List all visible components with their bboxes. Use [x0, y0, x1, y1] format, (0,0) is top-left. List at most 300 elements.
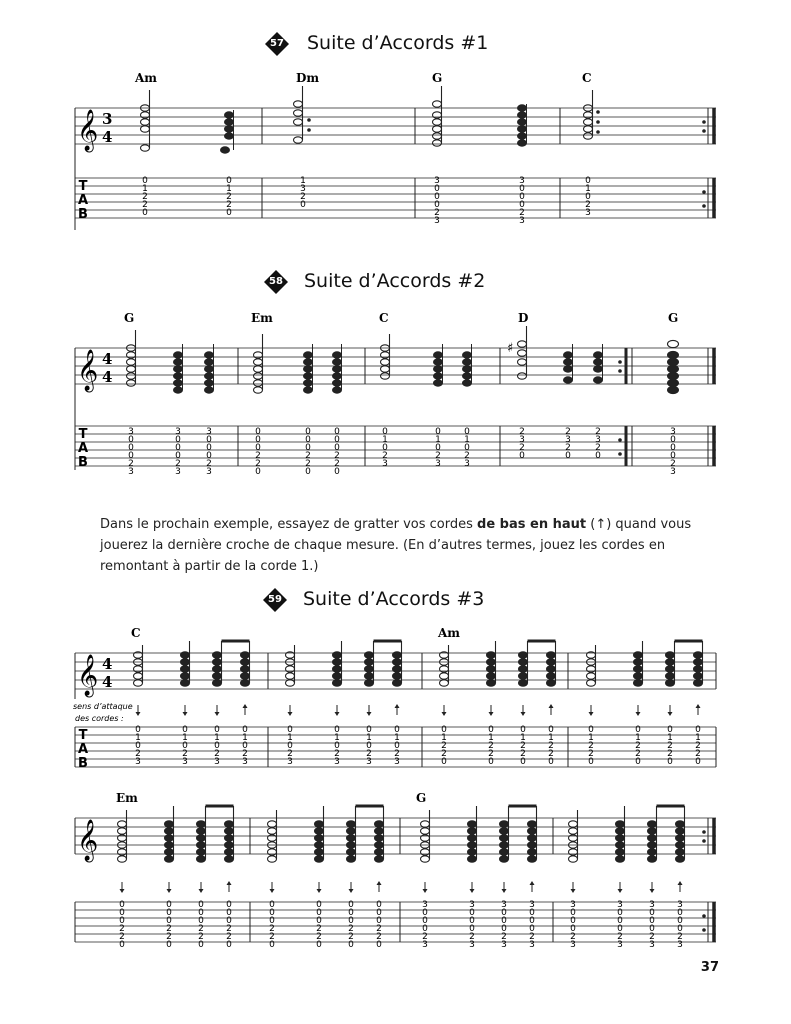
- tab-fret: 3: [175, 427, 181, 437]
- time-signature-top: 4: [102, 655, 113, 673]
- tab-fret: 0: [300, 200, 306, 210]
- tab-fret: 2: [595, 427, 601, 437]
- tab-fret: 2: [519, 208, 525, 218]
- tab-fret: 0: [348, 900, 354, 910]
- tab-fret: 0: [334, 741, 340, 751]
- tab-fret: 3: [175, 467, 181, 477]
- notehead: [440, 673, 449, 679]
- tab-letter-b: B: [78, 455, 88, 470]
- tab-fret: 0: [242, 725, 248, 735]
- tab-fret: 3: [617, 940, 623, 950]
- notehead: [347, 828, 356, 834]
- arrowhead: [502, 889, 507, 893]
- tab-fret: 0: [269, 940, 275, 950]
- notehead: [333, 680, 342, 686]
- tab-fret: 0: [135, 741, 141, 751]
- notehead: [634, 666, 643, 672]
- tab-fret: 2: [501, 932, 507, 942]
- tab-fret: 2: [441, 741, 447, 751]
- tab-fret: 3: [206, 427, 212, 437]
- tab-fret: 0: [649, 924, 655, 934]
- time-signature-bottom: 4: [102, 368, 113, 386]
- tab-fret: 3: [585, 208, 591, 218]
- tab-fret: 2: [366, 749, 372, 759]
- tab-fret: 2: [441, 749, 447, 759]
- notehead: [365, 666, 374, 672]
- tab-fret: 0: [226, 900, 232, 910]
- notehead: [634, 652, 643, 658]
- tab-fret: 0: [376, 900, 382, 910]
- notehead: [676, 835, 685, 841]
- notehead: [666, 680, 675, 686]
- tab-fret: 0: [255, 427, 261, 437]
- tab-fret: 0: [305, 467, 311, 477]
- notehead: [375, 828, 384, 834]
- notehead: [181, 666, 190, 672]
- tab-fret: 2: [334, 451, 340, 461]
- tab-fret: 0: [464, 427, 470, 437]
- tab-fret: 0: [287, 741, 293, 751]
- notehead: [616, 835, 625, 841]
- arrowhead: [668, 712, 673, 716]
- tab-fret: 2: [166, 924, 172, 934]
- tab-letter-b: B: [78, 207, 88, 222]
- arrowhead: [349, 889, 354, 893]
- tab-fret: 0: [269, 908, 275, 918]
- notehead: [468, 828, 477, 834]
- tab-fret: 0: [166, 940, 172, 950]
- notehead: [315, 842, 324, 848]
- tab-fret: 3: [529, 900, 535, 910]
- notehead: [165, 849, 174, 855]
- repeat-dot: [702, 120, 706, 124]
- tab-fret: 0: [519, 451, 525, 461]
- tab-fret: 2: [242, 749, 248, 759]
- tab-letter-b: B: [78, 756, 88, 771]
- notehead: [286, 673, 295, 679]
- tab-fret: 2: [198, 924, 204, 934]
- tab-fret: 1: [214, 733, 220, 743]
- tab-fret: 2: [529, 932, 535, 942]
- notehead: [528, 828, 537, 834]
- tab-fret: 2: [119, 932, 125, 942]
- notehead: [666, 666, 675, 672]
- tab-fret: 2: [198, 932, 204, 942]
- tab-fret: 0: [119, 908, 125, 918]
- tab-fret: 0: [119, 940, 125, 950]
- tab-fret: 3: [366, 757, 372, 767]
- tab-fret: 2: [570, 932, 576, 942]
- sharp-icon: ♯: [507, 341, 514, 356]
- tab-fret: 1: [242, 733, 248, 743]
- tab-fret: 3: [570, 900, 576, 910]
- notehead: [375, 835, 384, 841]
- notehead: [648, 849, 657, 855]
- notehead: [165, 821, 174, 827]
- tab-fret: 3: [519, 435, 525, 445]
- tab-fret: 0: [670, 443, 676, 453]
- tab-fret: 0: [677, 924, 683, 934]
- tab-fret: 0: [175, 435, 181, 445]
- tab-fret: 0: [635, 757, 641, 767]
- tab-fret: 0: [166, 900, 172, 910]
- notehead: [587, 680, 596, 686]
- notehead: [241, 666, 250, 672]
- tab-fret: 3: [649, 940, 655, 950]
- chord-name: D: [518, 311, 529, 325]
- notehead: [365, 652, 374, 658]
- notehead: [519, 652, 528, 658]
- tab-fret: 1: [135, 733, 141, 743]
- instruction-line-1: [100, 514, 700, 535]
- notehead: [225, 835, 234, 841]
- tab-fret: 0: [334, 467, 340, 477]
- notehead: [197, 821, 206, 827]
- notation-system-59-row1: [0, 625, 791, 775]
- tab-fret: 3: [469, 900, 475, 910]
- notehead: [333, 659, 342, 665]
- notehead: [676, 856, 685, 862]
- notehead: [634, 659, 643, 665]
- notehead: [547, 673, 556, 679]
- tab-fret: 1: [635, 733, 641, 743]
- notehead: [547, 680, 556, 686]
- chord-name: G: [432, 71, 443, 85]
- arrowhead: [678, 881, 683, 885]
- tab-fret: 0: [649, 916, 655, 926]
- track-number: 57: [270, 38, 284, 49]
- notehead: [694, 680, 703, 686]
- notehead: [393, 666, 402, 672]
- notation-system-59-row2: [0, 790, 791, 960]
- arrowhead: [215, 712, 220, 716]
- notehead: [519, 659, 528, 665]
- arrowhead: [136, 712, 141, 716]
- tab-fret: 0: [441, 757, 447, 767]
- tab-fret: 2: [565, 427, 571, 437]
- notehead: [616, 856, 625, 862]
- tab-fret: 0: [529, 916, 535, 926]
- arrowhead: [636, 712, 641, 716]
- tab-letter-t: T: [78, 179, 88, 194]
- tab-staff: [75, 178, 716, 218]
- tab-fret: 3: [242, 757, 248, 767]
- tab-fret: 3: [677, 900, 683, 910]
- arrowhead: [423, 889, 428, 893]
- notehead: [197, 835, 206, 841]
- tab-fret: 0: [670, 451, 676, 461]
- tab-fret: 0: [667, 757, 673, 767]
- notehead: [241, 673, 250, 679]
- tab-fret: 0: [520, 725, 526, 735]
- tab-fret: 0: [348, 940, 354, 950]
- notehead: [676, 849, 685, 855]
- tab-fret: 0: [434, 200, 440, 210]
- tab-fret: 0: [422, 908, 428, 918]
- section-57-header: [0, 30, 791, 62]
- tab-letter-t: T: [78, 728, 88, 743]
- notehead: [487, 666, 496, 672]
- notehead: [648, 856, 657, 862]
- arrowhead: [549, 704, 554, 708]
- tab-fret: 3: [182, 757, 188, 767]
- tab-fret: 0: [469, 916, 475, 926]
- notation-system-57: [0, 70, 791, 240]
- notehead: [286, 680, 295, 686]
- tab-fret: 0: [316, 940, 322, 950]
- notehead: [569, 828, 578, 834]
- time-signature-top: 3: [102, 110, 113, 128]
- tab-fret: 2: [649, 932, 655, 942]
- instruction-line-2: jouerez la dernière croche de chaque mesure. (En d’autres termes, jouez les cordes en: [100, 538, 666, 553]
- notehead: [500, 849, 509, 855]
- tab-fret: 0: [422, 924, 428, 934]
- chord-name: Em: [251, 311, 273, 325]
- arrowhead: [571, 889, 576, 893]
- tab-fret: 0: [519, 192, 525, 202]
- tab-fret: 0: [617, 916, 623, 926]
- tab-fret: 2: [464, 451, 470, 461]
- notehead: [694, 652, 703, 658]
- tab-fret: 0: [519, 200, 525, 210]
- tab-fret: 0: [226, 916, 232, 926]
- time-signature-bottom: 4: [102, 673, 113, 691]
- tab-fret: 2: [226, 924, 232, 934]
- arrowhead: [243, 704, 248, 708]
- tab-staff: [75, 426, 716, 466]
- notehead: [519, 680, 528, 686]
- tab-fret: 0: [366, 741, 372, 751]
- tab-fret: 0: [585, 176, 591, 186]
- notehead: [375, 821, 384, 827]
- tab-fret: 2: [435, 451, 441, 461]
- tab-fret: 0: [198, 940, 204, 950]
- arrowhead: [618, 889, 623, 893]
- notehead: [315, 856, 324, 862]
- section-title: Suite d’Accords #2: [304, 270, 486, 292]
- tab-fret: 0: [175, 443, 181, 453]
- tab-fret: 2: [316, 932, 322, 942]
- notehead: [333, 673, 342, 679]
- notehead: [666, 652, 675, 658]
- notehead: [500, 821, 509, 827]
- tab-fret: 0: [334, 427, 340, 437]
- notehead: [528, 849, 537, 855]
- tab-fret: 1: [441, 733, 447, 743]
- tab-fret: 0: [348, 908, 354, 918]
- tab-fret: 0: [570, 916, 576, 926]
- notehead: [225, 821, 234, 827]
- tab-fret: 3: [617, 900, 623, 910]
- notehead: [347, 842, 356, 848]
- notehead: [118, 828, 127, 834]
- notehead: [241, 652, 250, 658]
- strum-direction-label: des cordes :: [75, 714, 124, 723]
- tab-column: [434, 176, 440, 226]
- tab-fret: 3: [422, 900, 428, 910]
- tab-fret: 0: [469, 908, 475, 918]
- tab-fret: 3: [435, 459, 441, 469]
- tab-fret: 0: [255, 443, 261, 453]
- notehead: [676, 842, 685, 848]
- tab-fret: 2: [135, 749, 141, 759]
- notehead: [241, 680, 250, 686]
- tab-fret: 0: [422, 916, 428, 926]
- notehead: [616, 821, 625, 827]
- tab-fret: 0: [166, 916, 172, 926]
- chord-name: Am: [438, 626, 461, 640]
- treble-clef-icon: 𝄞: [77, 655, 99, 696]
- notehead: [197, 842, 206, 848]
- tab-fret: 3: [677, 940, 683, 950]
- tab-fret: 3: [519, 176, 525, 186]
- tab-fret: 3: [565, 435, 571, 445]
- notehead: [468, 856, 477, 862]
- tab-fret: 0: [501, 916, 507, 926]
- notehead: [268, 856, 277, 862]
- arrowhead: [470, 889, 475, 893]
- tab-fret: 2: [166, 932, 172, 942]
- tab-fret: 0: [334, 725, 340, 735]
- tab-fret: 0: [198, 916, 204, 926]
- tab-fret: 0: [435, 443, 441, 453]
- tab-fret: 1: [300, 176, 306, 186]
- tab-fret: 1: [382, 435, 388, 445]
- tab-fret: 0: [548, 725, 554, 735]
- tab-fret: 0: [128, 435, 134, 445]
- tab-fret: 2: [635, 749, 641, 759]
- tab-fret: 2: [348, 932, 354, 942]
- notehead: [547, 666, 556, 672]
- tab-fret: 2: [226, 932, 232, 942]
- notehead: [500, 835, 509, 841]
- notehead: [519, 666, 528, 672]
- notehead: [468, 821, 477, 827]
- tab-fret: 3: [128, 467, 134, 477]
- notehead: [181, 652, 190, 658]
- notehead: [666, 659, 675, 665]
- treble-clef-icon: 𝄞: [77, 820, 99, 861]
- notehead: [225, 828, 234, 834]
- arrowhead: [335, 712, 340, 716]
- chord-name: Am: [135, 71, 158, 85]
- notation-system-58: [0, 310, 791, 480]
- notehead: [315, 828, 324, 834]
- notehead: [213, 652, 222, 658]
- tab-fret: 1: [182, 733, 188, 743]
- tab-fret: 3: [464, 459, 470, 469]
- instruction-paragraph: [100, 514, 700, 577]
- tab-fret: 2: [287, 749, 293, 759]
- page-number: 37: [700, 960, 719, 975]
- tab-fret: 0: [394, 725, 400, 735]
- tab-fret: 0: [206, 451, 212, 461]
- arrowhead: [696, 704, 701, 708]
- tab-fret: 0: [464, 443, 470, 453]
- tab-fret: 0: [119, 900, 125, 910]
- tab-fret: 0: [142, 176, 148, 186]
- tab-fret: 2: [595, 443, 601, 453]
- tab-fret: 0: [305, 443, 311, 453]
- tab-column: [142, 176, 148, 218]
- tab-fret: 3: [501, 940, 507, 950]
- tab-fret: 3: [300, 184, 306, 194]
- tab-fret: 2: [422, 932, 428, 942]
- tab-fret: 3: [434, 216, 440, 226]
- tab-fret: 2: [434, 208, 440, 218]
- track-number: 59: [268, 594, 282, 605]
- tab-fret: 2: [519, 443, 525, 453]
- notehead: [500, 856, 509, 862]
- repeat-dot: [702, 129, 706, 133]
- notehead: [648, 842, 657, 848]
- tab-fret: 0: [588, 725, 594, 735]
- tab-column: [519, 176, 525, 226]
- tab-fret: 1: [287, 733, 293, 743]
- tab-fret: 0: [334, 443, 340, 453]
- tab-fret: 0: [376, 916, 382, 926]
- instruction-line-3: remontant à partir de la corde 1.): [100, 559, 319, 574]
- tab-fret: 0: [366, 725, 372, 735]
- notehead: [616, 842, 625, 848]
- tab-fret: 2: [269, 932, 275, 942]
- notehead: [118, 821, 127, 827]
- tab-fret: 0: [316, 900, 322, 910]
- tab-fret: 2: [667, 749, 673, 759]
- chord-name: G: [416, 791, 427, 805]
- instruction-text: (↑) quand vous: [586, 517, 692, 532]
- tab-fret: 1: [142, 184, 148, 194]
- tab-fret: 2: [548, 741, 554, 751]
- tab-fret: 0: [376, 908, 382, 918]
- notehead: [547, 659, 556, 665]
- tab-letter-a: A: [77, 441, 89, 456]
- notehead: [569, 856, 578, 862]
- tab-fret: 2: [588, 741, 594, 751]
- notehead: [365, 680, 374, 686]
- tab-fret: 2: [334, 459, 340, 469]
- tab-fret: 0: [488, 757, 494, 767]
- tab-fret: 2: [585, 200, 591, 210]
- arrowhead: [317, 889, 322, 893]
- tab-fret: 2: [670, 459, 676, 469]
- tab-fret: 3: [670, 467, 676, 477]
- chord-name: Em: [116, 791, 138, 805]
- notehead: [241, 659, 250, 665]
- tab-fret: 2: [305, 459, 311, 469]
- tab-fret: 2: [635, 741, 641, 751]
- notehead: [165, 856, 174, 862]
- tab-fret: 0: [128, 451, 134, 461]
- tab-fret: 2: [206, 459, 212, 469]
- tab-fret: 2: [469, 932, 475, 942]
- tab-fret: 3: [382, 459, 388, 469]
- notehead: [213, 680, 222, 686]
- tab-fret: 2: [394, 749, 400, 759]
- tab-fret: 1: [588, 733, 594, 743]
- tab-fret: 0: [617, 908, 623, 918]
- tab-fret: 2: [269, 924, 275, 934]
- arrowhead: [395, 704, 400, 708]
- notehead: [547, 652, 556, 658]
- notehead: [694, 666, 703, 672]
- notehead: [528, 835, 537, 841]
- notehead: [347, 856, 356, 862]
- section-title: Suite d’Accords #3: [303, 588, 485, 610]
- tab-fret: 1: [488, 733, 494, 743]
- tab-fret: 3: [434, 176, 440, 186]
- notehead: [468, 842, 477, 848]
